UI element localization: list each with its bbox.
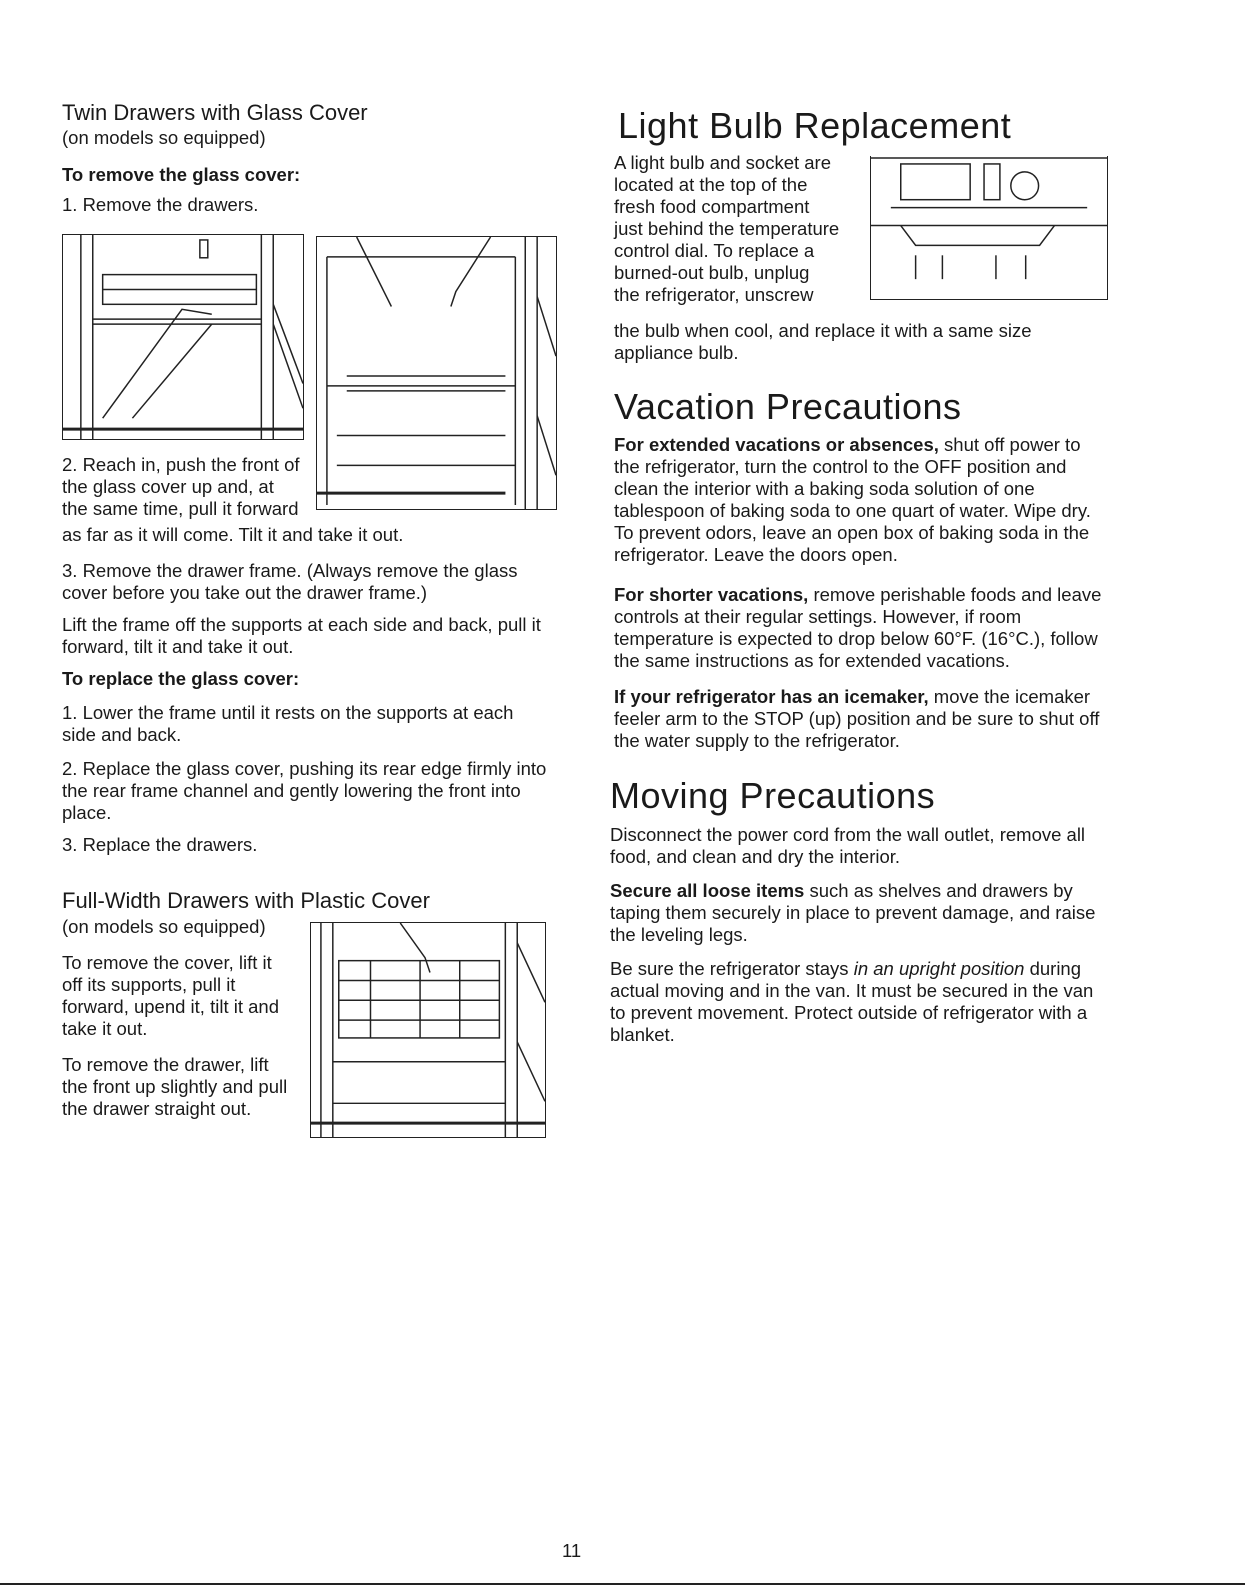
bulb-line-6: burned-out bulb, unplug: [614, 262, 810, 283]
remove-glass-cover-heading: To remove the glass cover:: [62, 164, 301, 185]
upright-text-b: during actual moving and in the van. It must be secured in the van to prevent movement. Protect outside of refrigerator with a blanket.: [610, 958, 1094, 1045]
vacation-precautions-title: Vacation Precautions: [614, 386, 962, 427]
page-number: 11: [562, 1540, 582, 1561]
step2-line-3: the same time, pull it forward: [62, 498, 299, 519]
full-width-drawers-subtitle: (on models so equipped): [62, 916, 266, 937]
replace-glass-cover-heading: To replace the glass cover:: [62, 668, 300, 689]
lift-frame-instructions: Lift the frame off the supports at each side and back, pull it forward, tilt it and take it out.: [62, 614, 541, 657]
upright-text-a: Be sure the refrigerator stays: [610, 958, 854, 979]
shorter-vacations-lead: For shorter vacations,: [614, 584, 809, 605]
step2-line-1: 2. Reach in, push the front of: [62, 454, 300, 475]
light-bulb-continued: the bulb when cool, and replace it with a same size appliance bulb.: [614, 320, 1032, 363]
step-reach-in: [62, 454, 322, 520]
twin-drawers-title: Twin Drawers with Glass Cover: [62, 100, 368, 125]
bulb-line-2: located at the top of the: [614, 174, 808, 195]
bulb-line-3: fresh food compartment: [614, 196, 810, 217]
plastic-cover-illustration: [310, 922, 546, 1138]
remove-drawer-instructions: To remove the drawer, lift the front up slightly and pull the drawer straight out.: [62, 1054, 288, 1119]
step-reach-in-continued: as far as it will come. Tilt it and take it out.: [62, 524, 404, 545]
bulb-line-7: the refrigerator, unscrew: [614, 284, 814, 305]
bulb-line-4: just behind the temperature: [614, 218, 840, 239]
replace-step-3: 3. Replace the drawers.: [62, 834, 258, 855]
full-width-drawers-title: Full-Width Drawers with Plastic Cover: [62, 888, 430, 913]
step-remove-drawers: 1. Remove the drawers.: [62, 194, 259, 215]
twin-drawers-subtitle: (on models so equipped): [62, 127, 266, 148]
upright-position-emphasis: in an upright position: [853, 958, 1025, 979]
light-bulb-intro: [614, 152, 864, 306]
upright-position-paragraph: [610, 958, 1100, 1046]
extended-vacations-paragraph: [614, 434, 1104, 566]
light-bulb-replacement-title: Light Bulb Replacement: [618, 105, 1012, 146]
drawer-illustration-1: [62, 234, 304, 440]
moving-precautions-title: Moving Precautions: [610, 775, 936, 816]
extended-vacations-text: shut off power to the refrigerator, turn the control to the OFF position and clean the interior with a baking soda solution of one tablespoon of baking soda to one quart of water. Wipe dry. To prevent odors, leave an open box of baking soda in the refrigerator. Leave the doors open.: [614, 434, 1091, 565]
moving-disconnect-paragraph: Disconnect the power cord from the wall outlet, remove all food, and clean and dry the interior.: [610, 824, 1086, 867]
bulb-line-5: control dial. To replace a: [614, 240, 815, 261]
icemaker-lead: If your refrigerator has an icemaker,: [614, 686, 929, 707]
step2-line-2: the glass cover up and, at: [62, 476, 274, 497]
remove-cover-instructions: To remove the cover, lift it off its supports, pull it forward, upend it, tilt it and take it out.: [62, 952, 279, 1039]
secure-items-lead: Secure all loose items: [610, 880, 805, 901]
light-socket-illustration: [870, 156, 1108, 300]
shorter-vacations-paragraph: [614, 584, 1104, 672]
replace-step-2: 2. Replace the glass cover, pushing its rear edge firmly into the rear frame channel and gently lowering the front into place.: [62, 758, 547, 823]
bulb-line-1: A light bulb and socket are: [614, 152, 832, 173]
extended-vacations-lead: For extended vacations or absences,: [614, 434, 939, 455]
replace-step-1: 1. Lower the frame until it rests on the supports at each side and back.: [62, 702, 514, 745]
secure-items-text: such as shelves and drawers by taping them securely in place to prevent damage, and raise the leveling legs.: [610, 880, 1096, 945]
drawer-illustration-2: [316, 236, 557, 510]
secure-items-paragraph: [610, 880, 1100, 946]
icemaker-text: move the icemaker feeler arm to the STOP (up) position and be sure to shut off the water supply to the refrigerator.: [614, 686, 1100, 751]
step-remove-drawer-frame: 3. Remove the drawer frame. (Always remove the glass cover before you take out the drawer frame.): [62, 560, 518, 603]
icemaker-paragraph: [614, 686, 1104, 752]
shorter-vacations-text: remove perishable foods and leave controls at their regular settings. However, if room temperature is expected to drop below 60°F. (16°C.), follow the same instructions as for extended vacations.: [614, 584, 1102, 671]
